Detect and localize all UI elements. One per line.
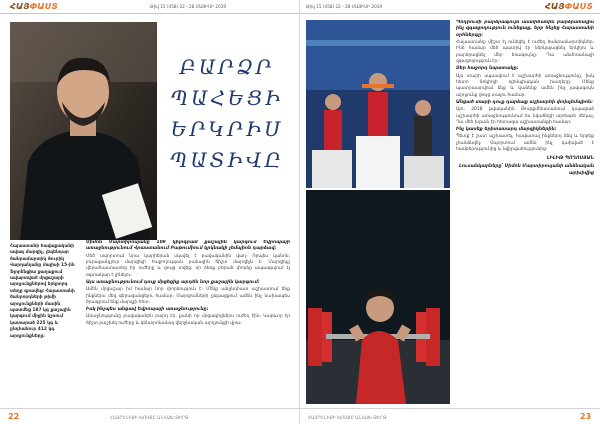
portrait-photo — [10, 22, 157, 240]
paragraph: Մեծ սպորտում նրա կարիերան սկսվել է բավականին վաղ։ Որպես կանոն, յուրաքանչյուր մարզիկի հաջողության բանալին ճիշտ մարզիչն է։ Մարզիկը վերահաստատեց իր ուժերը և ցույց տվեց, որ ձեռք բերած փորձը ապագայում էլ օգտակար է լինելու։ — [86, 253, 290, 278]
paragraph: Այս տարի սպասվում է աշխարհի առաջնությունը, իսկ հետո Տոկիոյի օլիմպիական խաղերը։ Մենք պատրաստվում ենք և կանենք ամեն ինչ լավագույն արդյունք ցույց տալու համար։ — [456, 73, 594, 98]
logo-part-1: ՀԱՅ — [10, 2, 30, 11]
title-line: ԵՐԿՐԻՍ — [170, 117, 284, 141]
issue-info: Թիվ 15 (458) 22 - 28 ՄԱՅԻՍԻ 2019 — [306, 4, 383, 9]
logo-part-2: ՓԱՍՏ — [29, 2, 58, 11]
left-header — [0, 0, 300, 14]
author-signature: ԼԻԼԻԹ ՊՈՂՈՍՅԱՆ — [546, 155, 594, 161]
photo-credit: Լուսանկարները՝ Սիմոն Մարտիրոսյանի անձնական արխիվից — [459, 164, 594, 176]
paragraph: Պետք է շատ աշխատել, հավատալ ինքներդ ձեզ և երբեք չհանձնվել։ Սպորտում ամեն ինչ կախված է համբերությունից և նվիրվածությունից։ — [456, 134, 594, 153]
right-footer — [300, 408, 600, 424]
logo-part-2: ՓԱՍՏ — [564, 2, 593, 11]
article-title — [160, 52, 294, 176]
footer-text: ՀԱՅՐԵՆԻՔԻ ԽՈՍՔԸ ԱՆԿԱԽ ԹԵՐԹ — [110, 415, 189, 420]
magazine-logo — [10, 2, 58, 11]
weightlifting-photo — [306, 190, 450, 404]
right-page — [300, 0, 600, 424]
paragraph: Այո, 2018 թվականին Թուրքմենստանում կայացած աշխարհի առաջնությունում ես նվաճեցի արծաթե մեդալ։ Դա մեծ խթան էր հետագա աշխատանքի համար։ — [456, 107, 594, 126]
paragraph: Հայաստանը միշտ էլ ունեցել է ուժեղ ծանրամարտիկներ։ Ինձ համար մեծ պատիվ էր ներկայացնել երկիրս և բարձրացնել մեր եռագույնը։ Դա անմոռանալի զգացողություն էր։ — [456, 40, 594, 65]
right-header — [300, 0, 600, 14]
issue-info: Թիվ 15 (458) 22 - 28 ՄԱՅԻՍԻ 2019 — [150, 4, 227, 9]
photo-caption: Հայաստանի հավաքականի ավագ մարզիչ, լեգենդար ծանրամարտիկ Յուրիկ Վարդանյանը մայիսի 15-ին Ֆլորենցիա քաղաքում ավարտված մրցաշարի արդյունքներով երկրորդ տեղը գրավեց։ Հայաստանի ծանրորդների թիմի արդյունքների մասին պատմեց 187 կգ քաշային կարգում միջին կշռում կատարած 225 կգ և ընդհանուր 412 կգ արդյունքները։ — [10, 244, 75, 339]
page-number: 23 — [580, 412, 592, 421]
title-line: ՊԱՀԵՑԻ — [170, 86, 284, 110]
magazine-logo — [545, 2, 593, 11]
paragraph: Իսկ ինչպես անցավ Եվրոպայի առաջնությունը։ — [86, 307, 209, 313]
paragraph: Անցած տարի դուք դարձաք աշխարհի փոխչեմպիոն։ — [456, 100, 593, 106]
paragraph: Ձեր հաջորդ նպատակը։ — [456, 66, 519, 72]
podium-photo — [306, 20, 450, 188]
paragraph: Ինչ կասեք երիտասարդ մարզիկներին։ — [456, 127, 557, 133]
logo-part-1: ՀԱՅ — [545, 2, 565, 11]
article-column — [86, 240, 290, 406]
left-footer — [0, 408, 300, 424]
title-line: ԲԱՐՁՐ — [179, 55, 275, 79]
article-column — [456, 20, 594, 406]
paragraph: Սիմոն Մարտիրոսյանը 109 կիլոգրամ քաշային կարգում Եվրոպայի առաջնությունում Վրաստանում Բաթումիում կրկնակի չեմպիոն դարձավ։ — [86, 240, 290, 252]
paragraph: Առաջնությունը բավականին բարդ էր, քանի որ մրցակիցներս ուժեղ էին։ Կարևոր էր ճիշտ բաշխել ուժերը և կենտրոնանալ վերջնական արդյունքի վրա։ — [86, 314, 290, 326]
paragraph: Պոդիումի բարձրագույն աստիճանին բարձրանալիս ինչ զգացողություն ունեցաք, երբ հնչեց Հայաստանի օրհներգը։ — [456, 20, 594, 38]
title-line: ՊԱՏԻՎԸ — [169, 148, 285, 172]
paragraph: Ամեն մրցաշար իմ համար նոր փորձություն է։ Մենք անընդհատ աշխատում ենք ինքներս մեզ գերազանցելու համար։ Մարզումների ընթացքում ամեն ինչ նախապես ծրագրում ենք մարզչի հետ։ — [86, 287, 290, 306]
paragraph: Այս առաջնությունում դուք մրցեցիք արդեն նոր քաշային կարգում։ — [86, 280, 260, 286]
page-number: 22 — [8, 412, 20, 421]
footer-text: ՀԱՅՐԵՆԻՔԻ ԽՈՍՔԸ ԱՆԿԱԽ ԹԵՐԹ — [308, 415, 387, 420]
